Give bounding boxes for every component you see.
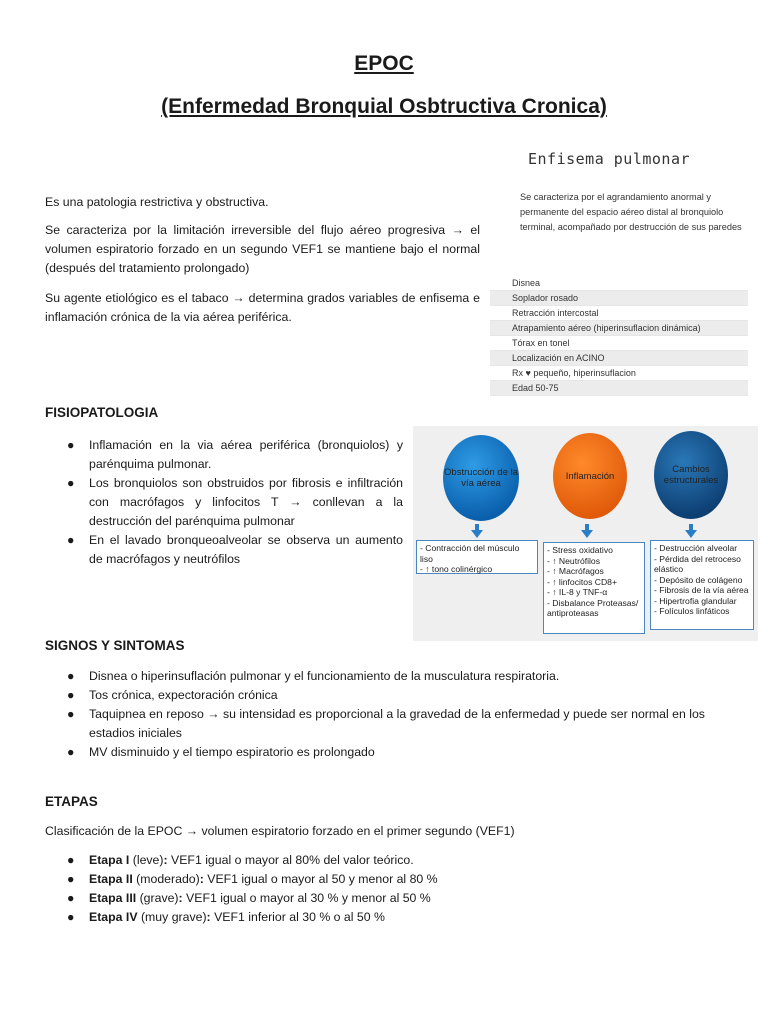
etapa-colon: :	[178, 891, 183, 905]
enfisema-card	[490, 140, 748, 392]
table-row: Tórax en tonel	[490, 336, 748, 351]
etapas-heading: ETAPAS	[45, 794, 98, 809]
etapa-text: VEF1 igual o mayor al 50 y menor al 80 %	[203, 872, 438, 886]
list-item-text: Los bronquiolos son obstruidos por fibrosis e infiltración con macrófagos y linfocitos T → conllevan a la destrucción del parénquima pulmonar	[89, 476, 403, 528]
list-item-text: MV disminuido y el tiempo espiratorio es prolongado	[89, 745, 375, 759]
list-item-text: Taquipnea en reposo → su intensidad es proporcional a la gravedad de la enfermedad y puede ser normal en los estadios iniciales	[89, 707, 705, 740]
list-item-text: Inflamación en la via aérea periférica (bronquiolos) y parénquima pulmonar.	[89, 438, 403, 471]
box-line: - Hipertrofia glandular	[654, 595, 737, 606]
etapa-colon: :	[163, 853, 168, 867]
etapa-label: Etapa I	[89, 853, 130, 867]
box-line: - Stress oxidativo	[547, 545, 613, 555]
box-cambios	[650, 540, 754, 630]
box-line: - Folículos linfáticos	[654, 606, 730, 616]
bullet-icon: ●	[67, 533, 75, 547]
etapa-colon: :	[199, 872, 204, 886]
table-row: Atrapamiento aéreo (hiperinsuflacion dinámica)	[490, 321, 748, 336]
table-row: Localización en ACINO	[490, 351, 748, 366]
box-line: - Fibrosis de la vía aérea	[654, 585, 749, 595]
etapa-text: VEF1 igual o mayor al 80% del valor teórico.	[167, 853, 414, 867]
list-item	[45, 851, 735, 870]
box-line: - ↑ tono colinérgico	[420, 564, 493, 574]
enfisema-card-title: Enfisema pulmonar	[528, 150, 691, 168]
box-line: - Destrucción alveolar	[654, 543, 738, 553]
fisiopatologia-list	[45, 436, 403, 569]
etapa-grade: (leve)	[129, 853, 164, 867]
box-line: - Disbalance Proteasas/	[547, 597, 639, 608]
fisiopatologia-diagram	[413, 426, 758, 641]
etapa-grade: (muy grave)	[137, 910, 207, 924]
etapas-list	[45, 851, 735, 927]
etapas-intro: Clasificación de la EPOC → volumen espiratorio forzado en el primer segundo (VEF1)	[45, 824, 515, 838]
box-line: - Depósito de colágeno	[654, 574, 743, 585]
fisiopatologia-heading: FISIOPATOLOGIA	[45, 405, 159, 420]
table-row: Retracción intercostal	[490, 306, 748, 321]
bullet-icon: ●	[67, 872, 75, 886]
bullet-icon: ●	[67, 476, 75, 490]
box-line: antiproteasas	[547, 608, 599, 618]
table-row: Soplador rosado	[490, 291, 748, 306]
etapa-text: VEF1 inferior al 30 % o al 50 %	[210, 910, 385, 924]
etapa-colon: :	[206, 910, 211, 924]
table-row: Rx ♥ pequeño, hiperinsuflacion	[490, 366, 748, 381]
signos-list	[45, 667, 735, 762]
bullet-icon: ●	[67, 688, 75, 702]
enfisema-card-table	[490, 276, 748, 396]
arrow-down-icon	[581, 530, 593, 538]
etapa-text: VEF1 igual o mayor al 30 % y menor al 50 %	[182, 891, 431, 905]
box-line: - Contracción del músculo liso	[420, 543, 520, 564]
table-row: Edad 50-75	[490, 381, 748, 396]
etapa-label: Etapa IV	[89, 910, 138, 924]
arrow-down-icon	[685, 530, 697, 538]
circle-obstruccion: Obstrucción de la vía aérea	[443, 435, 519, 521]
box-inflamacion	[543, 542, 645, 634]
list-item	[45, 870, 735, 889]
list-item-text: En el lavado bronqueoalveolar se observa un aumento de macrófagos y neutrófilos	[89, 533, 403, 566]
etapa-grade: (moderado)	[132, 872, 200, 886]
box-line: - ↑ linfocitos CD8+	[547, 576, 617, 587]
box-line: - ↑ IL-8 y TNF-α	[547, 587, 608, 597]
box-line: - ↑ Neutrófilos	[547, 555, 601, 566]
list-item-text: Disnea o hiperinsuflación pulmonar y el funcionamiento de la musculatura respiratoria.	[89, 669, 560, 683]
circle-inflamacion: Inflamación	[553, 433, 627, 519]
bullet-icon: ●	[67, 891, 75, 905]
signos-heading: SIGNOS Y SINTOMAS	[45, 638, 185, 653]
list-item	[45, 667, 735, 686]
list-item	[45, 436, 403, 474]
intro-paragraph-2: Se caracteriza por la limitación irreversible del flujo aéreo progresiva → el volumen espiratorio forzado en un segundo VEF1 se mantiene bajo el normal (después del tratamiento prolongado)	[45, 223, 480, 275]
enfisema-card-description: Se caracteriza por el agrandamiento anormal y permanente del espacio aéreo distal al bronquiolo terminal, acompañado por destrucción de sus paredes	[520, 192, 742, 232]
bullet-icon: ●	[67, 853, 75, 867]
list-item-text: Tos crónica, expectoración crónica	[89, 688, 278, 702]
list-item	[45, 908, 735, 927]
bullet-icon: ●	[67, 707, 75, 721]
bullet-icon: ●	[67, 669, 75, 683]
etapa-label: Etapa II	[89, 872, 133, 886]
box-line: elástico	[654, 564, 684, 574]
intro-paragraph-3: Su agente etiológico es el tabaco → determina grados variables de enfisema e inflamación crónica de la via aérea periférica.	[45, 291, 480, 324]
list-item	[45, 889, 735, 908]
list-item	[45, 531, 403, 569]
bullet-icon: ●	[67, 438, 75, 452]
bullet-icon: ●	[67, 910, 75, 924]
box-line: - Pérdida del retroceso	[654, 553, 741, 564]
list-item	[45, 743, 735, 762]
intro-paragraph-1: Es una patologia restrictiva y obstructiva.	[45, 195, 269, 209]
bullet-icon: ●	[67, 745, 75, 759]
box-obstruccion	[416, 540, 538, 574]
etapa-label: Etapa III	[89, 891, 137, 905]
circle-cambios: Cambios estructurales	[654, 431, 728, 519]
page-subtitle: (Enfermedad Bronquial Osbtructiva Cronica)	[161, 95, 607, 118]
box-line: - ↑ Macrófagos	[547, 566, 604, 576]
list-item	[45, 686, 735, 705]
table-row: Disnea	[490, 276, 748, 291]
arrow-down-icon	[471, 530, 483, 538]
list-item	[45, 474, 403, 531]
list-item	[45, 705, 735, 743]
etapa-grade: (grave)	[136, 891, 179, 905]
page-title: EPOC	[354, 52, 414, 75]
